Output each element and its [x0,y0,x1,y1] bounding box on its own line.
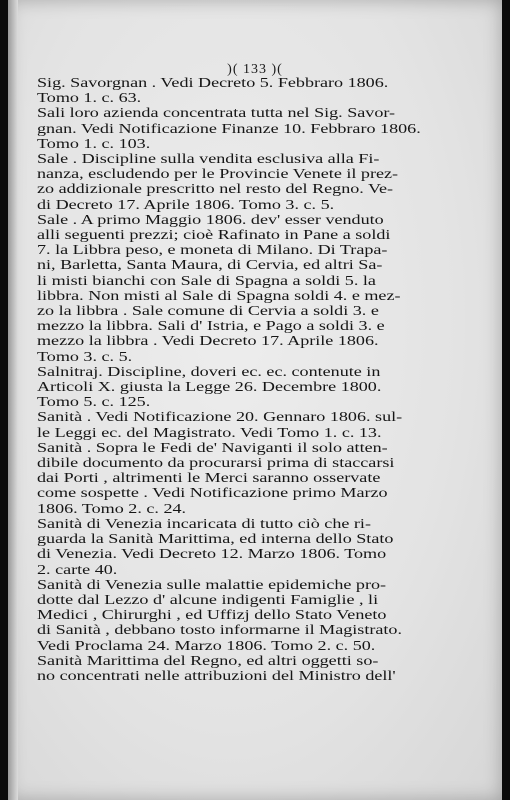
text-line: le Leggi ec. del Magistrato. Vedi Tomo 1. c. 13. [37,424,382,440]
text-line: 1806. Tomo 2. c. 24. [37,500,187,516]
text-line: zo la libbra . Sale comune di Cervia a soldi 3. e [37,303,379,319]
text-line: li misti bianchi con Sale di Spagna a soldi 5. la [37,272,376,288]
text-line: Sig. Savorgnan . Vedi Decreto 5. Febbraro 1806. [37,75,389,90]
text-line: nanza, escludendo per le Provincie Venete il prez- [37,166,399,182]
text-line: Medici , Chirurghi , ed Uffizj dello Stato Veneto [37,607,387,623]
text-line: Sali loro azienda concentrata tutta nel Sig. Savor- [37,105,396,121]
text-line: gnan. Vedi Notificazione Finanze 10. Febbraro 1806. [37,120,421,136]
text-line: di Decreto 17. Aprile 1806. Tomo 3. c. 5. [37,196,335,212]
text-line: dotte dal Lezzo d' alcune indigenti Famiglie , li [37,591,379,607]
book-page [8,0,502,800]
text-line: di Sanità , debbano tosto informarne il Magistrato. [37,622,403,638]
text-line: Tomo 1. c. 63. [37,90,142,106]
text-line: no concentrati nelle attribuzioni del Ministro dell' [37,667,396,683]
text-line: Tomo 1. c. 103. [37,135,151,151]
text-line: zo addizionale prescritto nel resto del Regno. Ve- [37,181,394,197]
text-line: Sale . Discipline sulla vendita esclusiva alla Fi- [37,151,380,167]
text-line: Sanità . Vedi Notificazione 20. Gennaro 1806. sul- [37,409,403,425]
text-line: alli seguenti prezzi; cioè Rafinato in Pane a soldi [37,227,391,243]
text-line: Tomo 3. c. 5. [37,348,133,364]
text-line: Vedi Proclama 24. Marzo 1806. Tomo 2. c. 50. [37,637,376,653]
text-line: di Venezia. Vedi Decreto 12. Marzo 1806. Tomo [37,546,387,562]
text-line: mezzo la libbra . Vedi Decreto 17. Aprile 1806. [37,333,379,349]
text-line: libbra. Non misti al Sale di Spagna soldi 4. e mez- [37,287,401,303]
text-line: 7. la Libbra peso, e moneta di Milano. Di Trapa- [37,242,388,258]
page-number-header: )( 133 )( [227,62,283,77]
text-line: Sanità di Venezia incaricata di tutto ciò che ri- [37,515,371,531]
text-line: ni, Barletta, Santa Maura, di Cervia, ed altri Sa- [37,257,383,273]
text-line: Salnitraj. Discipline, doveri ec. ec. contenute in [37,363,381,379]
text-line: Sanità . Sopra le Fedi de' Naviganti il solo atten- [37,439,388,455]
text-line: 2. carte 40. [37,561,118,577]
text-line: Tomo 5. c. 125. [37,394,151,410]
page-body-text [37,75,489,683]
text-line: Sanità di Venezia sulle malattie epidemiche pro- [37,576,387,592]
page-gutter-shadow [8,0,18,800]
text-line: mezzo la libbra. Sali d' Istria, e Pago a soldi 3. e [37,318,385,334]
text-line: Articoli X. giusta la Legge 26. Decembre 1800. [37,379,382,395]
text-line: guarda la Sanità Marittima, ed interna dello Stato [37,531,394,547]
text-line: dai Porti , altrimenti le Merci saranno osservate [37,470,381,486]
text-line: Sanità Marittima del Regno, ed altri oggetti so- [37,652,379,668]
text-line: dibile documento da procurarsi prima di staccarsi [37,455,395,471]
text-line: Sale . A primo Maggio 1806. dev' esser venduto [37,211,384,227]
text-line: come sospette . Vedi Notificazione primo Marzo [37,485,388,501]
